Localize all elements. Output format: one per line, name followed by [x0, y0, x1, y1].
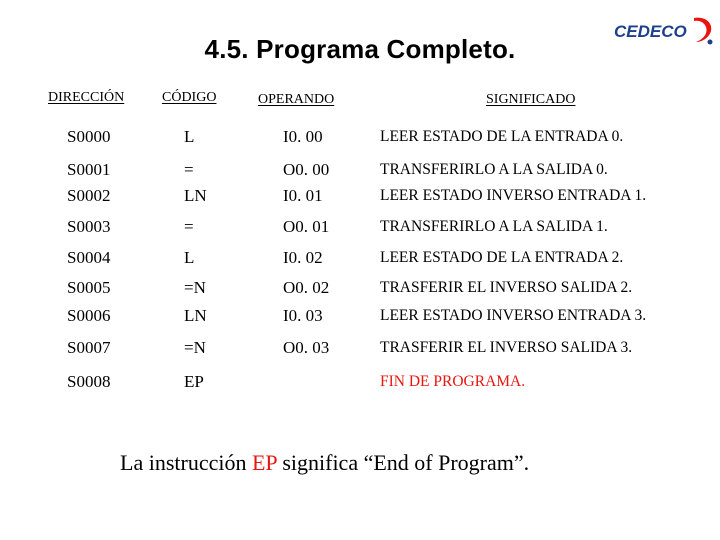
row-operand: I0. 03: [283, 306, 323, 325]
table-row: [0, 127, 720, 151]
row-address: S0003: [67, 217, 111, 236]
row-code: L: [184, 127, 195, 146]
note-prefix: La instrucción: [120, 450, 252, 475]
row-operand: O0. 00: [283, 160, 330, 179]
slide-title: 4.5. Programa Completo.: [204, 34, 516, 64]
row-address: S0007: [67, 338, 111, 357]
header-code: CÓDIGO: [162, 90, 217, 105]
note-highlight: EP: [251, 450, 277, 475]
row-address: S0004: [67, 248, 111, 267]
header-operand: OPERANDO: [258, 92, 335, 107]
row-operand: I0. 00: [283, 127, 323, 146]
row-meaning: LEER ESTADO INVERSO ENTRADA 1.: [380, 187, 647, 204]
footnote: [120, 450, 529, 476]
row-address: S0006: [67, 306, 111, 325]
row-meaning: TRASFERIR EL INVERSO SALIDA 3.: [380, 339, 633, 356]
table-row: [0, 278, 720, 302]
table-row: [0, 338, 720, 362]
row-operand: O0. 02: [283, 278, 330, 297]
row-meaning: TRANSFERIRLO A LA SALIDA 0.: [380, 161, 608, 178]
table-row: [0, 248, 720, 272]
header-meaning: SIGNIFICADO: [486, 92, 576, 107]
row-meaning: TRANSFERIRLO A LA SALIDA 1.: [380, 218, 608, 235]
row-code: L: [184, 248, 195, 267]
row-code: =: [184, 217, 194, 236]
logo-text: CEDECO: [614, 22, 687, 41]
row-code: =: [184, 160, 194, 179]
row-operand: O0. 03: [283, 338, 330, 357]
row-code: =N: [184, 338, 206, 357]
logo-dot: [708, 40, 713, 45]
row-operand: I0. 02: [283, 248, 323, 267]
note-suffix: significa “End of Program”.: [276, 450, 530, 475]
table-row: [0, 217, 720, 241]
logo-swoosh: [694, 18, 711, 42]
row-address: S0000: [67, 127, 111, 146]
row-operand: I0. 01: [283, 186, 323, 205]
row-meaning: FIN DE PROGRAMA.: [380, 373, 526, 390]
table-row: [0, 186, 720, 210]
row-address: S0005: [67, 278, 111, 297]
row-code: =N: [184, 278, 206, 297]
cedeco-logo: [612, 12, 716, 50]
row-meaning: LEER ESTADO DE LA ENTRADA 2.: [380, 249, 624, 266]
row-operand: O0. 01: [283, 217, 330, 236]
row-code: LN: [184, 186, 207, 205]
row-code: EP: [184, 372, 204, 391]
header-address: DIRECCIÓN: [48, 90, 125, 105]
row-address: S0008: [67, 372, 111, 391]
row-meaning: LEER ESTADO INVERSO ENTRADA 3.: [380, 307, 647, 324]
row-meaning: LEER ESTADO DE LA ENTRADA 0.: [380, 128, 624, 145]
row-meaning: TRASFERIR EL INVERSO SALIDA 2.: [380, 279, 633, 296]
row-address: S0002: [67, 186, 111, 205]
row-code: LN: [184, 306, 207, 325]
table-row: [0, 306, 720, 330]
table-row: [0, 372, 720, 396]
table-row: [0, 160, 720, 184]
row-address: S0001: [67, 160, 111, 179]
